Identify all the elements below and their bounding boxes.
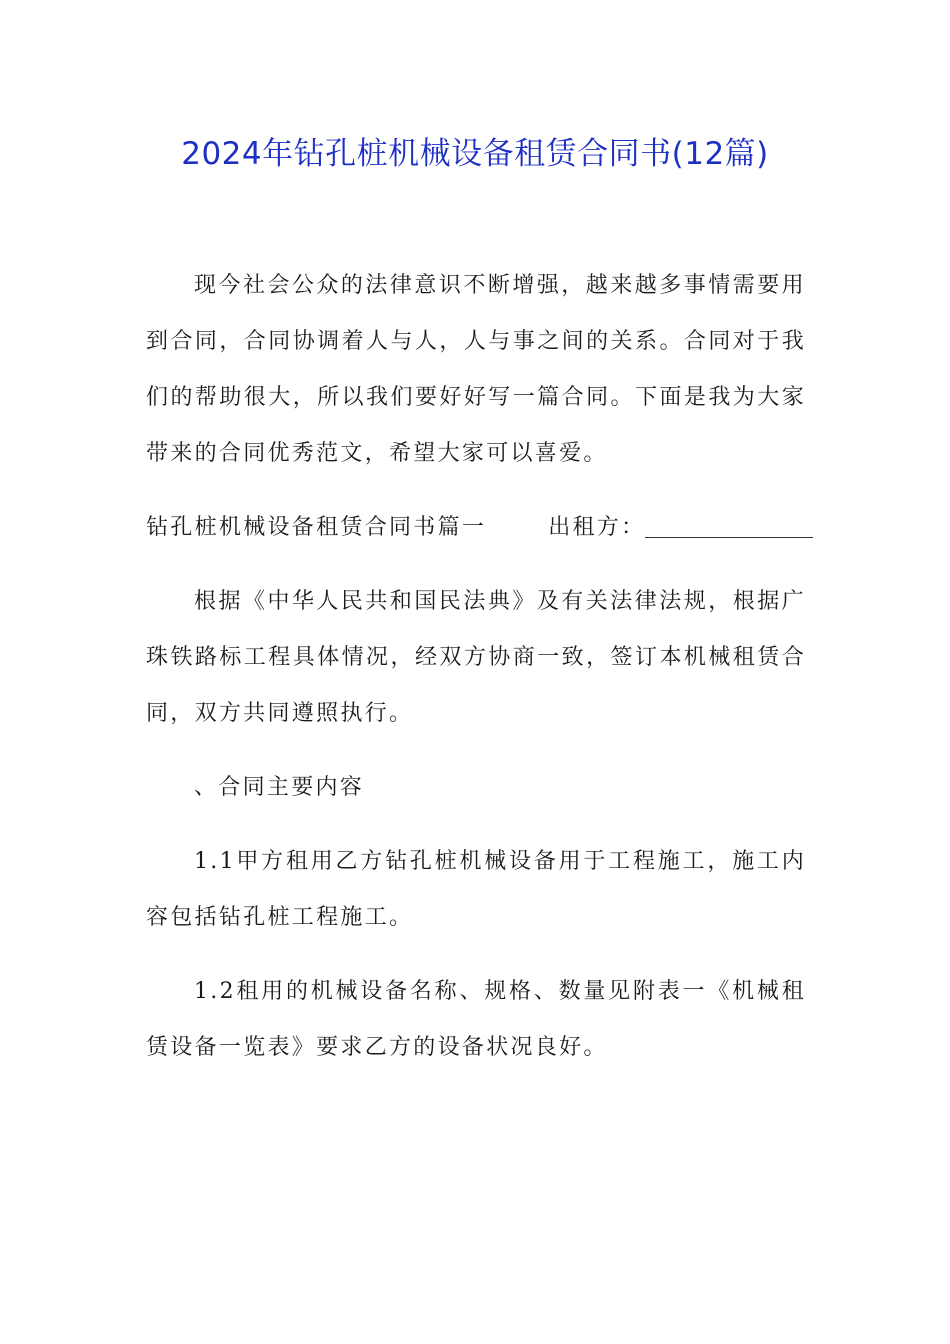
lessor-blank — [645, 536, 813, 538]
paragraph-main-content-heading: 、合同主要内容 — [194, 775, 365, 800]
paragraph-basis: 根据《中华人民共和国民法典》及有关法律法规，根据广珠铁路标工程具体情况，经双方协商一致，签订本机械租赁合同，双方共同遵照执行。 — [146, 589, 806, 726]
lessor-label: 出租方： — [548, 515, 646, 540]
section-heading-line — [146, 500, 806, 556]
paragraph-clause-1-1: 1.1甲方租用乙方钻孔桩机械设备用于工程施工，施工内容包括钻孔桩工程施工。 — [146, 849, 806, 930]
intro-paragraph: 现今社会公众的法律意识不断增强，越来越多事情需要用到合同，合同协调着人与人，人与事之间的关系。合同对于我们的帮助很大，所以我们要好好写一篇合同。下面是我为大家带来的合同优秀范文，希望大家可以喜爱。 — [146, 273, 806, 466]
section-heading: 钻孔桩机械设备租赁合同书篇一 — [146, 515, 487, 540]
paragraph-clause-1-2: 1.2租用的机械设备名称、规格、数量见附表一《机械租赁设备一览表》要求乙方的设备状况良好。 — [146, 979, 806, 1060]
document-title: 2024年钻孔桩机械设备租赁合同书(12篇) — [181, 136, 769, 172]
document-body — [146, 258, 806, 1094]
